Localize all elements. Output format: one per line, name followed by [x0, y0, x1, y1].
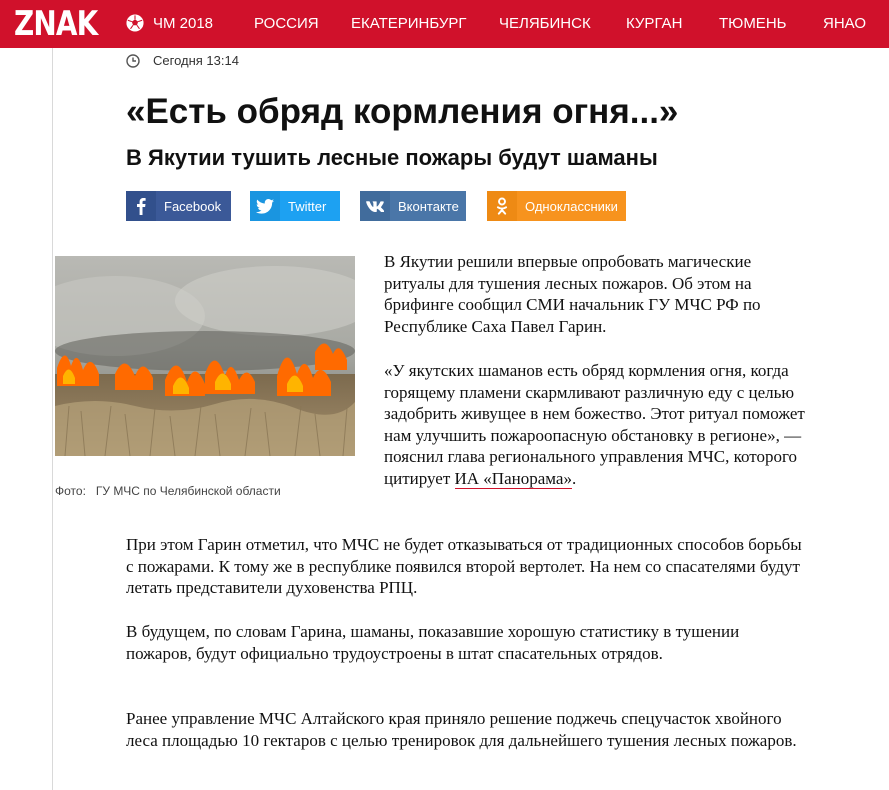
article-date: Сегодня 13:14 — [153, 53, 239, 68]
article-paragraph-4: В будущем, по словам Гарина, шаманы, показавшие хорошую статистику в тушении пожаров, будут официально трудоустроены в штат спасательных отрядов. — [126, 622, 740, 663]
paragraph-2-end: . — [571, 468, 577, 488]
nav-item-world-cup[interactable]: ЧМ 2018 — [153, 15, 214, 32]
nav-item-ekaterinburg[interactable]: ЕКАТЕРИНБУРГ — [351, 15, 467, 32]
nav-item-kurgan[interactable]: КУРГАН — [626, 15, 683, 32]
article-title: «Есть обряд кормления огня...» — [126, 92, 679, 131]
site-logo[interactable]: ZNAK — [14, 4, 98, 44]
article-dateline — [126, 53, 239, 68]
nav-item-yanao[interactable]: ЯНАО — [823, 15, 867, 32]
nav-item-tyumen[interactable]: ТЮМЕНЬ — [719, 15, 787, 32]
article-paragraph-1: В Якутии решили впервые опробовать магические ритуалы для тушения лесных пожаров. Об этом на брифинге сообщил СМИ начальник ГУ МЧС РФ по Республике Саха Павел Гарин. — [384, 252, 761, 336]
soccer-ball-icon — [126, 14, 144, 32]
top-navigation-bar — [0, 0, 889, 48]
paragraph-2-text: «У якутских шаманов есть обряд кормления огня, когда горящему пламени скармливают различную еду с целью задобрить живущее в нем божество. Этот ритуал поможет нам улучшить пожароопасную обстановку в регионе», — пояснил глава регионального управления МЧС, которого цитирует — [384, 361, 805, 488]
odnoklassniki-icon — [487, 191, 517, 221]
article-paragraph-3: При этом Гарин отметил, что МЧС не будет отказываться от традиционных способов борьбы с пожарами. К тому же в республике появился второй вертолет. На нем со спасателями будут летать представители духовенства РПЦ. — [126, 535, 802, 598]
share-facebook-label: Facebook — [164, 198, 222, 214]
share-odnoklassniki-label: Одноклассники — [525, 198, 618, 214]
clock-icon — [126, 54, 140, 68]
article-subtitle: В Якутии тушить лесные пожары будут шаманы — [126, 145, 658, 170]
share-odnoklassniki-button[interactable] — [487, 191, 626, 221]
share-twitter-label: Twitter — [288, 198, 327, 214]
vk-icon — [360, 191, 390, 221]
photo-caption-prefix: Фото: — [55, 484, 86, 498]
twitter-icon — [250, 191, 280, 221]
photo-caption-source: ГУ МЧС по Челябинской области — [95, 484, 281, 498]
nav-item-russia[interactable]: РОССИЯ — [254, 15, 319, 32]
nav-item-chelyabinsk[interactable]: ЧЕЛЯБИНСК — [499, 15, 591, 32]
article-paragraph-2 — [384, 360, 809, 490]
article-paragraph-5: Ранее управление МЧС Алтайского края приняло решение поджечь спецучасток хвойного леса площадью 10 гектаров с целью тренировок для дальнейшего тушения лесных пожаров. — [126, 709, 797, 750]
share-vkontakte-label: Вконтакте — [398, 198, 459, 214]
left-divider — [52, 48, 53, 790]
article-photo-grass-fire — [55, 256, 355, 456]
panorama-source-link[interactable]: ИА «Панорама» — [454, 468, 572, 488]
share-vkontakte-button[interactable] — [360, 191, 466, 221]
share-facebook-button[interactable] — [126, 191, 231, 221]
share-twitter-button[interactable] — [250, 191, 340, 221]
photo-caption — [55, 484, 281, 498]
facebook-icon — [126, 191, 156, 221]
